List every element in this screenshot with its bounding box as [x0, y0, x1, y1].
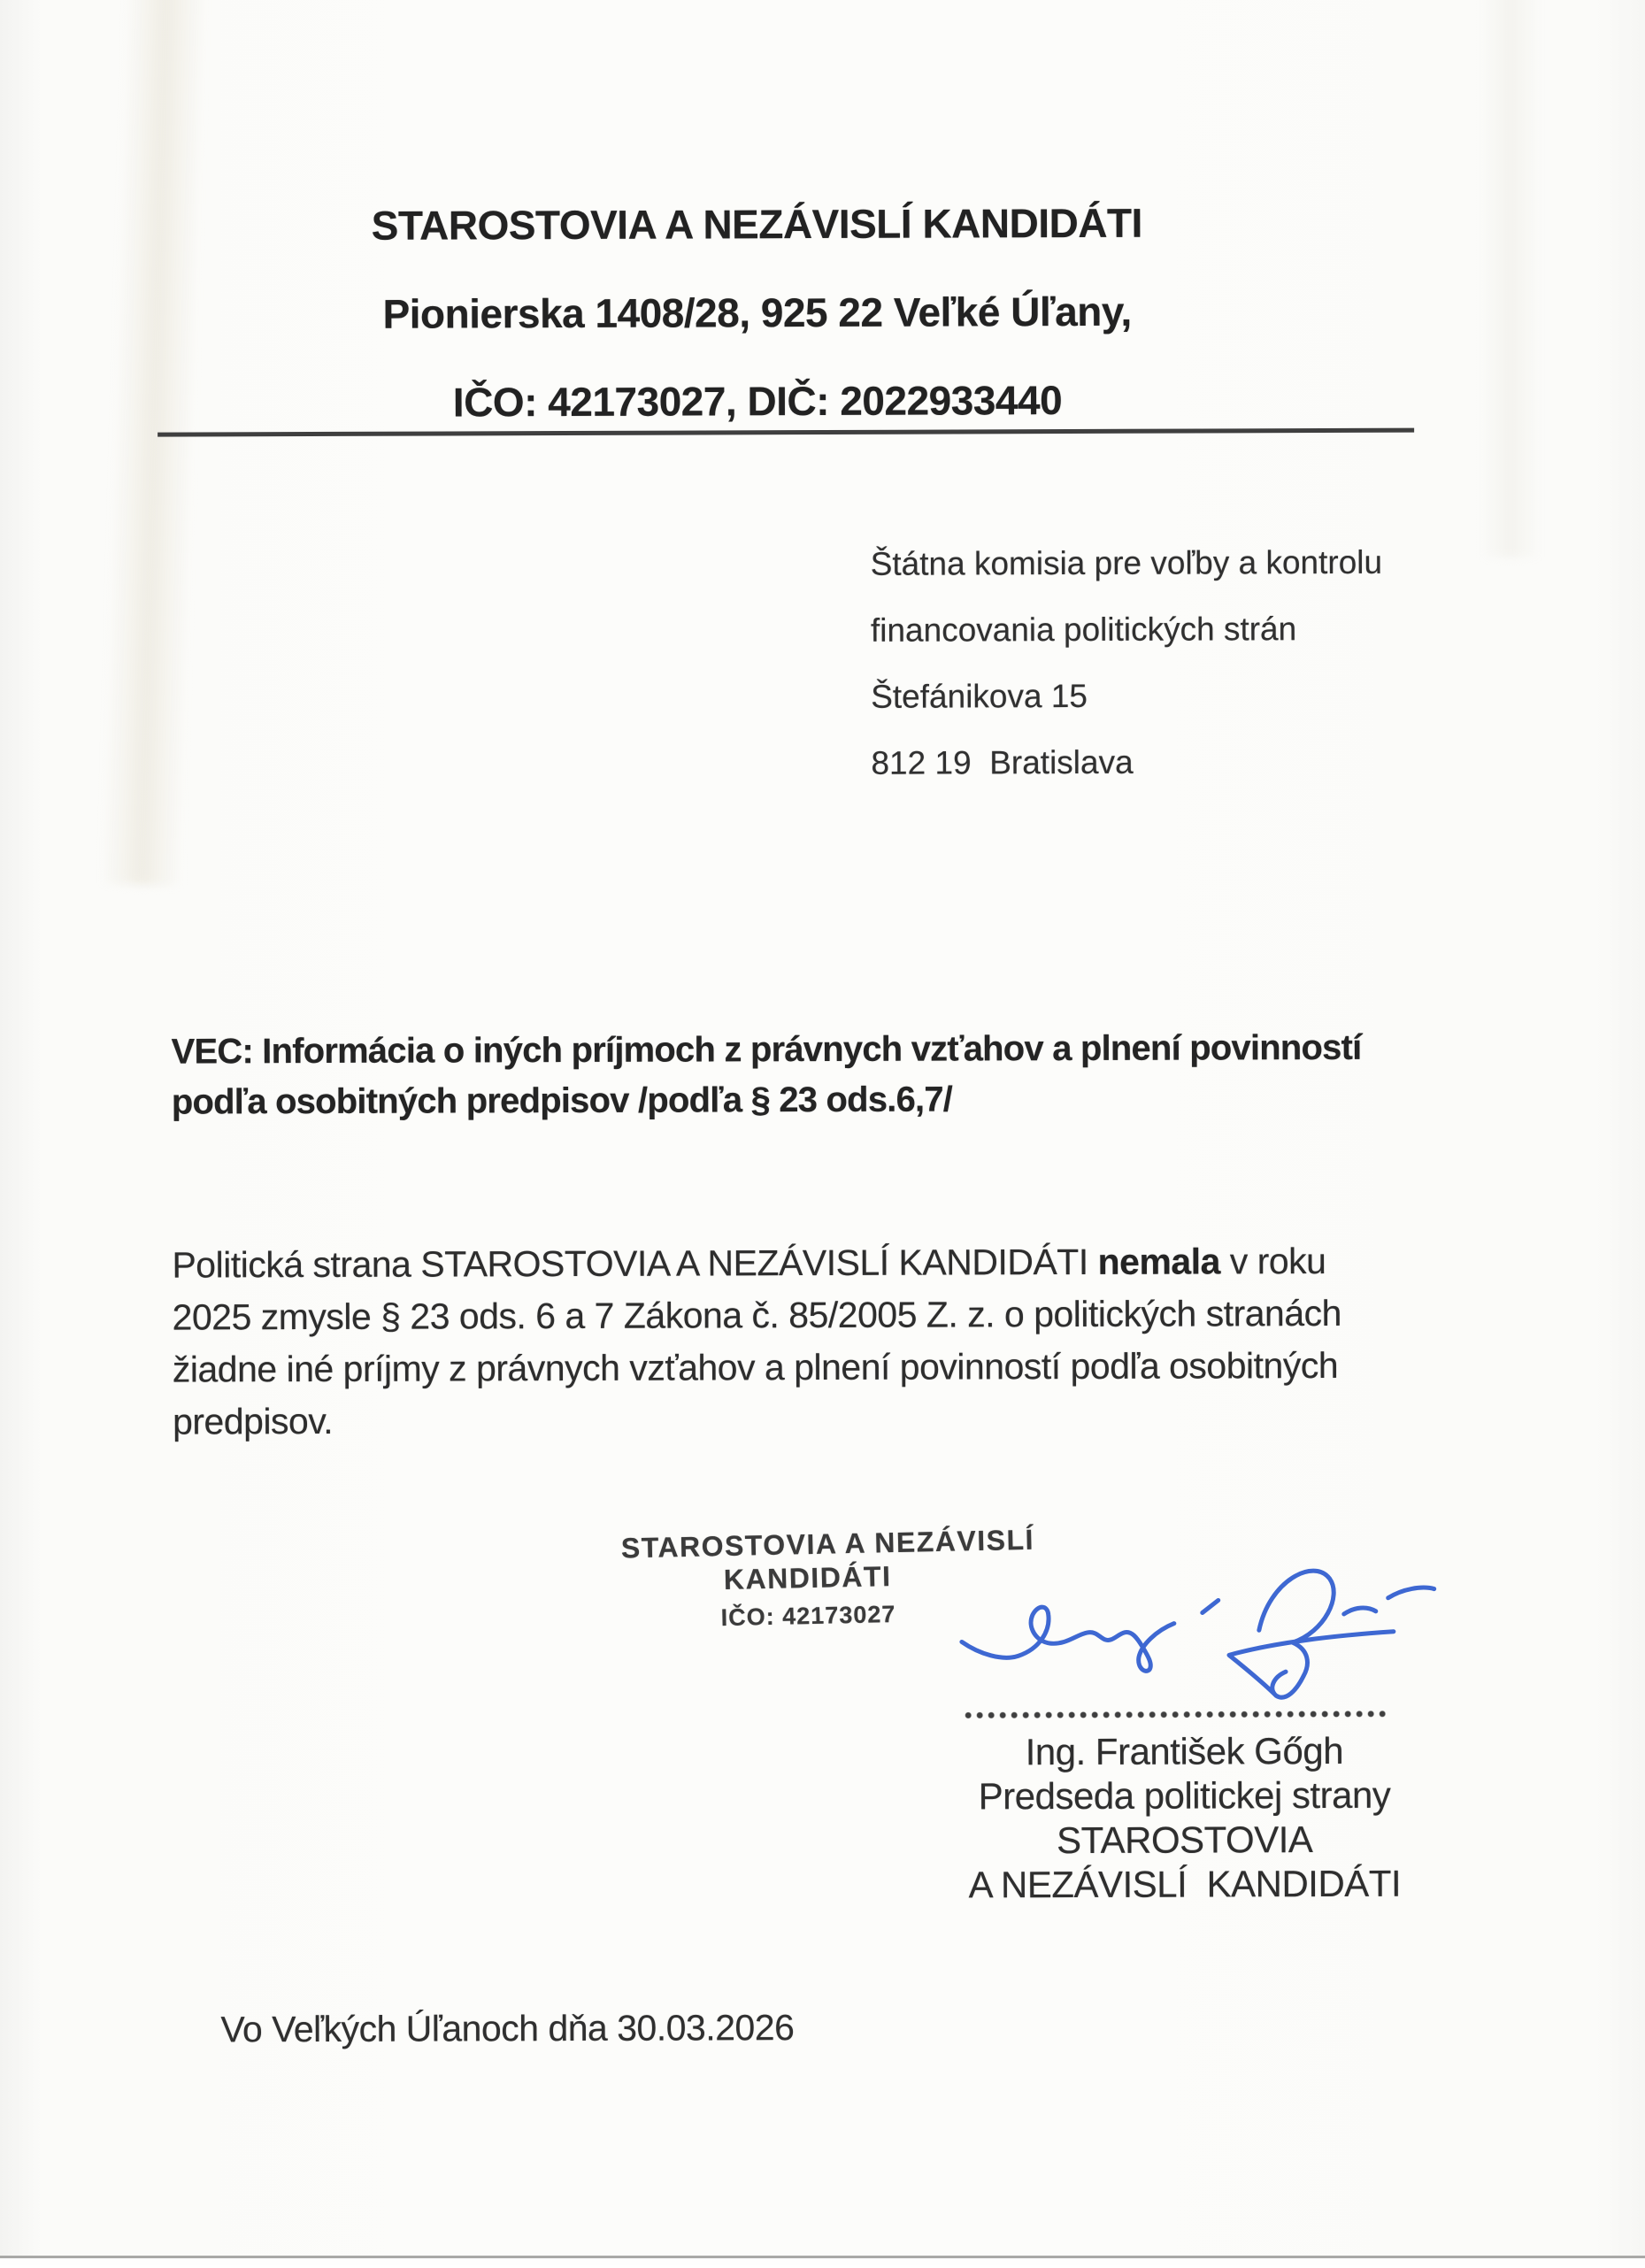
signer-name: Ing. František Gőgh: [1025, 1729, 1344, 1773]
signature-stroke-g: [1229, 1571, 1394, 1698]
body-line-4: predpisov.: [172, 1400, 334, 1442]
letterhead-ico-dic: IČO: 42173027, DIČ: 2022933440: [452, 377, 1063, 426]
party-stamp: [620, 1523, 1035, 1634]
stamp-line-1: STAROSTOVIA A NEZÁVISLÍ: [620, 1523, 1035, 1565]
signature-stroke-top-dash: [1388, 1588, 1434, 1598]
letterhead-address: Pionierska 1408/28, 925 22 Veľké Úľany,: [382, 288, 1132, 337]
subject-line-1: VEC: Informácia o iných príjmoch z právnych vzťahov a plnení povinností: [171, 1027, 1362, 1072]
subject-line-2: podľa osobitných predpisov /podľa § 23 ods.6,7/: [171, 1080, 953, 1122]
body-line-1: [172, 1235, 1341, 1292]
signature-stroke-dash: [1203, 1600, 1218, 1612]
subject-block: [171, 1023, 1361, 1128]
recipient-line: Štátna komisia pre voľby a kontrolu: [870, 543, 1383, 582]
place-date-line: Vo Veľkých Úľanoch dňa 30.03.2026: [220, 2007, 795, 2050]
letterhead: [139, 178, 1375, 448]
recipient-line: financovania politických strán: [870, 611, 1297, 649]
body-paragraph: [172, 1235, 1341, 1449]
signer-block: [963, 1729, 1406, 1908]
signer-role: Predseda politickej strany: [978, 1773, 1391, 1818]
body-line-1-post: v roku: [1219, 1241, 1326, 1282]
recipient-address-block: [871, 529, 1383, 796]
signer-party-line-1: STAROSTOVIA: [1056, 1818, 1313, 1862]
handwritten-signature-ink: [958, 1556, 1455, 1724]
signature-stroke-scribble: [962, 1607, 1174, 1672]
signature-dotted-line: [965, 1710, 1387, 1720]
signature-stroke-tilde: [1344, 1608, 1376, 1614]
body-line-3: žiadne iné príjmy z právnych vzťahov a plnení povinností podľa osobitných: [172, 1344, 1339, 1390]
stamp-line-3: IČO: 42173027: [720, 1600, 896, 1632]
stamp-line-2: KANDIDÁTI: [723, 1560, 892, 1596]
recipient-line: 812 19 Bratislava: [871, 743, 1134, 781]
body-line-1-bold: nemala: [1097, 1241, 1220, 1282]
signer-party-line-2: A NEZÁVISLÍ KANDIDÁTI: [968, 1862, 1402, 1906]
body-line-2: 2025 zmysle § 23 ods. 6 a 7 Zákona č. 85/2005 Z. z. o politických stranách: [172, 1292, 1342, 1338]
scan-bottom-margin: [0, 2258, 1645, 2265]
recipient-line: Štefánikova 15: [871, 677, 1088, 715]
letterhead-party-name: STAROSTOVIA A NEZÁVISLÍ KANDIDÁTI: [371, 199, 1142, 249]
body-line-1-pre: Politická strana STAROSTOVIA A NEZÁVISLÍ KANDIDÁTI: [172, 1241, 1098, 1286]
